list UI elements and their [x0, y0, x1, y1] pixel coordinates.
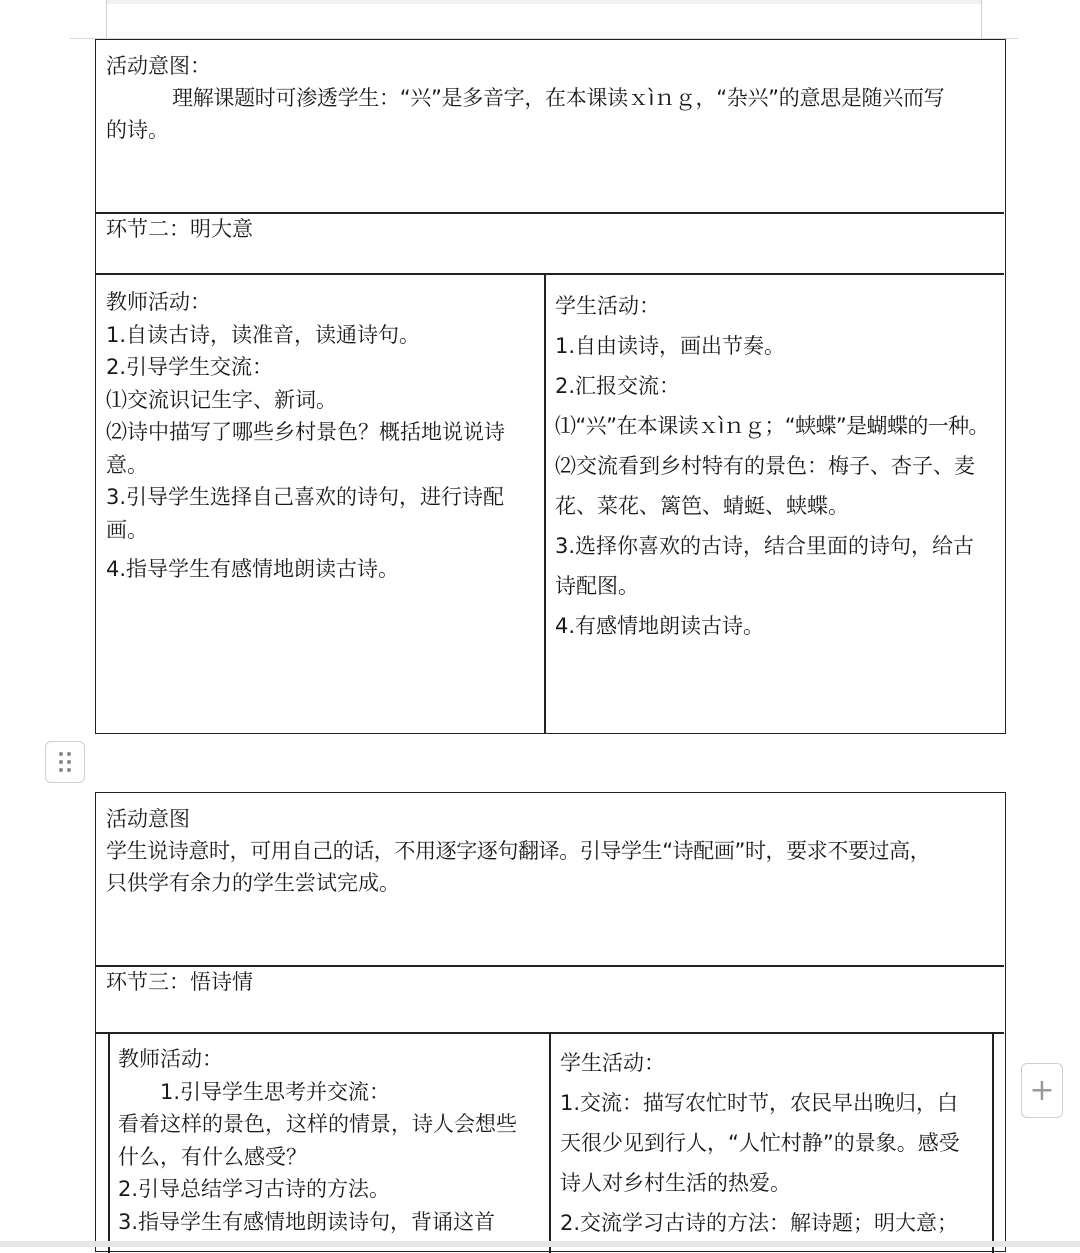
student-activity-line: ⑴“兴”在本课读ｘìｎｇ；“蛱蝶”是蝴蝶的一种。 [555, 414, 989, 438]
student-activity-line: ⑵交流看到乡村特有的景色：梅子、杏子、麦 [555, 454, 975, 478]
teacher-activity-line: 画。 [106, 517, 148, 542]
intent-text-line: 理解课题时可渗透学生：“兴”是多音字，在本课读ｘìｎｇ，“杂兴”的意思是随兴而写 [172, 86, 945, 110]
activity-intent-cell-1[interactable] [96, 40, 1004, 212]
teacher-activity-line: 意。 [106, 452, 148, 477]
stage-title: 环节三：悟诗情 [106, 970, 253, 994]
teacher-activity-line: 什么，有什么感受？ [118, 1144, 307, 1169]
intent-title: 活动意图 [106, 807, 190, 831]
teacher-activity-line: 2.引导学生交流： [106, 355, 274, 379]
teacher-activity-line: ⑵诗中描写了哪些乡村景色？概括地说说诗 [106, 420, 505, 444]
teacher-activity-line: 看着这样的景色，这样的情景，诗人会想些 [118, 1112, 517, 1136]
teacher-activity-cell[interactable] [108, 1041, 549, 1251]
bottom-scroll-edge [0, 1241, 1080, 1247]
drag-handle-icon[interactable] [45, 741, 85, 783]
teacher-activity-line: 2.引导总结学习古诗的方法。 [118, 1177, 391, 1201]
stage-title: 环节二：明大意 [106, 217, 253, 241]
student-activity-line: 诗人对乡村生活的热爱。 [560, 1171, 791, 1195]
teacher-activity-line: 4.指导学生有感情地朗读古诗。 [106, 557, 400, 581]
teacher-activity-cell[interactable] [96, 284, 544, 734]
lesson-table-1 [95, 39, 1006, 734]
student-activity-line: 4.有感情地朗读古诗。 [555, 614, 765, 638]
teacher-activity-heading: 教师活动： [106, 290, 211, 314]
student-activity-line: 2.交流学习古诗的方法：解诗题；明大意； [560, 1211, 959, 1235]
teacher-activity-line: 1.自读古诗，读准音，读通诗句。 [106, 322, 421, 347]
student-activity-line: 1.交流：描写农忙时节，农民早出晚归，白 [560, 1091, 959, 1115]
intent-text-line: 只供学有余力的学生尝试完成。 [106, 871, 400, 895]
page-top-edge [107, 0, 981, 4]
student-activity-line: 3.选择你喜欢的古诗，结合里面的诗句，给古 [555, 534, 975, 558]
student-activity-line: 诗配图。 [555, 574, 639, 598]
student-activity-line: 花、菜花、篱笆、蜻蜓、蛱蝶。 [555, 494, 849, 518]
teacher-activity-heading: 教师活动： [118, 1047, 223, 1071]
teacher-activity-line: 3.指导学生有感情地朗读诗句，背诵这首 [118, 1209, 496, 1234]
student-activity-cell[interactable] [545, 284, 1004, 734]
intent-text-line: 的诗。 [106, 118, 169, 142]
stage-title-cell[interactable] [96, 966, 1004, 1032]
teacher-activity-line: 3.引导学生选择自己喜欢的诗句，进行诗配 [106, 485, 505, 509]
student-activity-line: 天很少见到行人，“人忙村静”的景象。感受 [560, 1131, 960, 1155]
inner-right-border [992, 1033, 994, 1253]
margin-mark-right [981, 0, 982, 38]
student-activity-heading: 学生活动： [560, 1051, 665, 1075]
row-divider [96, 273, 1004, 275]
stage-title-cell[interactable] [96, 213, 1004, 273]
student-activity-line: 1.自由读诗，画出节奏。 [555, 334, 786, 358]
student-activity-cell[interactable] [550, 1041, 992, 1251]
intent-text-line: 学生说诗意时，可用自己的话，不用逐字逐句翻译。引导学生“诗配画”时，要求不要过高， [106, 839, 931, 863]
drag-dots [59, 752, 71, 772]
teacher-activity-line: 1.引导学生思考并交流： [160, 1079, 391, 1104]
teacher-activity-line: ⑴交流识记生字、新词。 [106, 387, 337, 412]
student-activity-heading: 学生活动： [555, 294, 660, 318]
plus-icon[interactable]: + [1021, 1063, 1063, 1118]
student-activity-line: 2.汇报交流： [555, 374, 681, 398]
margin-mark-left [106, 0, 107, 38]
activity-intent-cell-2[interactable] [96, 793, 1004, 965]
intent-title: 活动意图： [106, 54, 211, 78]
lesson-table-2 [95, 792, 1006, 1252]
